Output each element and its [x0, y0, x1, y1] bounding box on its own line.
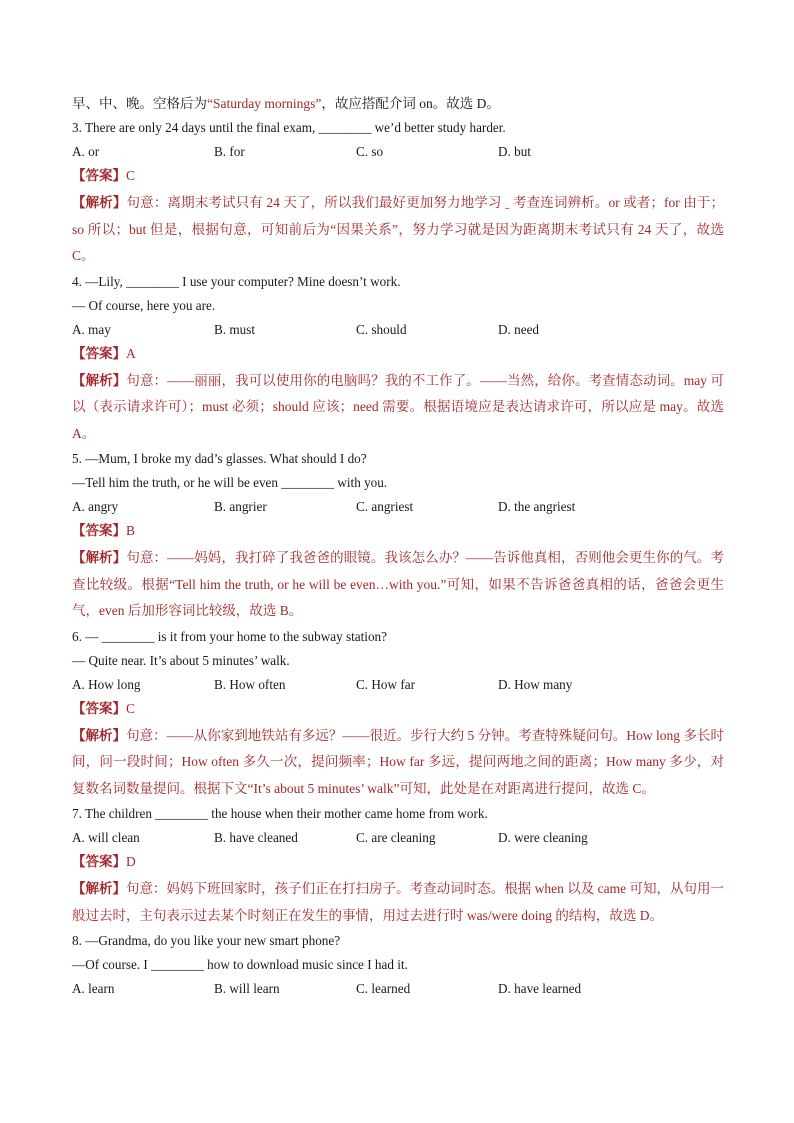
intro-line — [72, 94, 724, 114]
answer-line — [72, 699, 724, 721]
answer-value: D — [126, 854, 136, 869]
analysis-text: 句意：——丽丽，我可以使用你的电脑吗？我的不工作了。——当然，给你。考查情态动词。may 可以（表示请求许可）；must 必须；should 应该；need 需要。根据语境应是表达请求许可，所以应是 may。故选 A。 — [72, 372, 724, 441]
option-d: D. but — [498, 144, 531, 159]
options-row — [72, 828, 724, 848]
question-stem: 4. —Lily, ________ I use your computer? Mine doesn’t work. — [72, 273, 401, 289]
options-row — [72, 497, 724, 517]
analysis-label: 【解析】 — [72, 550, 127, 565]
option-d: D. the angriest — [498, 499, 576, 514]
analysis-label: 【解析】 — [72, 372, 127, 388]
analysis-text: 句意：——从你家到地铁站有多远？——很近。步行大约 5 分钟。考查特殊疑问句。How long 多长时间，问一段时间；How often 多久一次，提问频率；How far 多远，提问两地之间的距离；How many 多少，对复数名词数量提问。根据下文“It’s about 5 minutes’ walk”可知，此处是在对距离进行提问，故选 C。 — [72, 727, 725, 796]
answer-value: A — [126, 345, 136, 361]
analysis-paragraph — [72, 723, 724, 803]
option-c: C. learned — [356, 981, 411, 996]
option-c: C. are cleaning — [356, 830, 436, 845]
question-4 — [72, 272, 724, 448]
option-b: B. will learn — [214, 981, 280, 996]
option-b: B. have cleaned — [214, 830, 298, 845]
analysis-label: 【解析】 — [72, 881, 127, 896]
option-c: C. angriest — [356, 499, 414, 514]
option-c: C. How far — [356, 676, 415, 692]
option-c: C. so — [356, 144, 384, 159]
option-b: B. for — [214, 144, 245, 159]
question-5 — [72, 449, 724, 625]
question-stem-line-2: — Of course, here you are. — [72, 297, 216, 313]
option-a: A. will clean — [72, 830, 140, 845]
answer-line — [72, 852, 724, 874]
question-stem-line-2: — Quite near. It’s about 5 minutes’ walk. — [72, 652, 290, 668]
answer-label: 【答案】 — [72, 854, 126, 869]
answer-label: 【答案】 — [72, 345, 126, 361]
intro-pre: 早、中、晚。空格后为 — [72, 96, 207, 111]
analysis-text: 句意：离期末考试只有 24 天了，所以我们最好更加努力地学习 ˍ 考查连词辨析。or 或者；for 由于；so 所以；but 但是，根据句意，可知前后为“因果关系”，努力学习就是因为距离期末考试只有 24 天了，故选 C。 — [72, 195, 725, 263]
option-b: B. must — [214, 321, 256, 337]
options-row — [72, 320, 724, 340]
option-d: D. need — [498, 321, 540, 337]
option-b: B. angrier — [214, 499, 267, 514]
option-d: D. have learned — [498, 981, 582, 996]
question-6 — [72, 627, 724, 803]
answer-label: 【答案】 — [72, 700, 126, 716]
option-a: A. may — [72, 321, 111, 337]
option-a: A. How long — [72, 676, 141, 692]
option-c: C. should — [356, 321, 407, 337]
options-row — [72, 675, 724, 695]
analysis-label: 【解析】 — [72, 727, 127, 743]
option-a: A. angry — [72, 499, 119, 514]
answer-value: C — [126, 700, 136, 716]
analysis-label: 【解析】 — [72, 195, 127, 210]
intro-post: ，故应搭配介词 on。故选 D。 — [321, 96, 500, 111]
analysis-text: 句意：——妈妈，我打碎了我爸爸的眼镜。我该怎么办？——告诉他真相，否则他会更生你的气。考查比较级。根据“Tell him the truth, or he will be even…with you.”可知，如果不告诉爸爸真相的话，爸爸会更生气，even 后加形容词比较级，故选 B。 — [72, 550, 725, 618]
question-stem: 5. —Mum, I broke my dad’s glasses. What should I do? — [72, 451, 367, 466]
option-d: D. were cleaning — [498, 830, 588, 845]
option-a: A. learn — [72, 981, 115, 996]
answer-line — [72, 344, 724, 366]
intro-quote: “Saturday mornings” — [207, 96, 322, 111]
question-stem-line-2: —Tell him the truth, or he will be even ________ with you. — [72, 475, 388, 490]
question-stem: 3. There are only 24 days until the final exam, ________ we’d better study harder. — [72, 120, 506, 135]
option-b: B. How often — [214, 676, 286, 692]
question-8 — [72, 931, 724, 999]
question-3 — [72, 118, 724, 270]
answer-label: 【答案】 — [72, 168, 126, 183]
analysis-paragraph — [72, 368, 724, 448]
analysis-paragraph — [72, 190, 724, 270]
answer-value: B — [126, 523, 136, 538]
analysis-paragraph — [72, 545, 724, 625]
answer-line — [72, 166, 724, 188]
answer-value: C — [126, 168, 136, 183]
question-stem: 8. —Grandma, do you like your new smart phone? — [72, 933, 341, 948]
question-stem: 6. — ________ is it from your home to the subway station? — [72, 628, 387, 644]
question-7 — [72, 804, 724, 929]
question-stem: 7. The children ________ the house when their mother came home from work. — [72, 806, 488, 821]
answer-label: 【答案】 — [72, 523, 126, 538]
answer-line — [72, 521, 724, 543]
analysis-paragraph — [72, 876, 724, 929]
options-row — [72, 979, 724, 999]
option-d: D. How many — [498, 676, 573, 692]
options-row — [72, 142, 724, 162]
content-area — [72, 94, 724, 1003]
question-stem-line-2: —Of course. I ________ how to download music since I had it. — [72, 957, 408, 972]
analysis-text: 句意：妈妈下班回家时，孩子们正在打扫房子。考查动词时态。根据 when 以及 came 可知，从句用一般过去时，主句表示过去某个时刻正在发生的事情，用过去进行时 was/were doing 的结构，故选 D。 — [72, 881, 725, 923]
option-a: A. or — [72, 144, 100, 159]
